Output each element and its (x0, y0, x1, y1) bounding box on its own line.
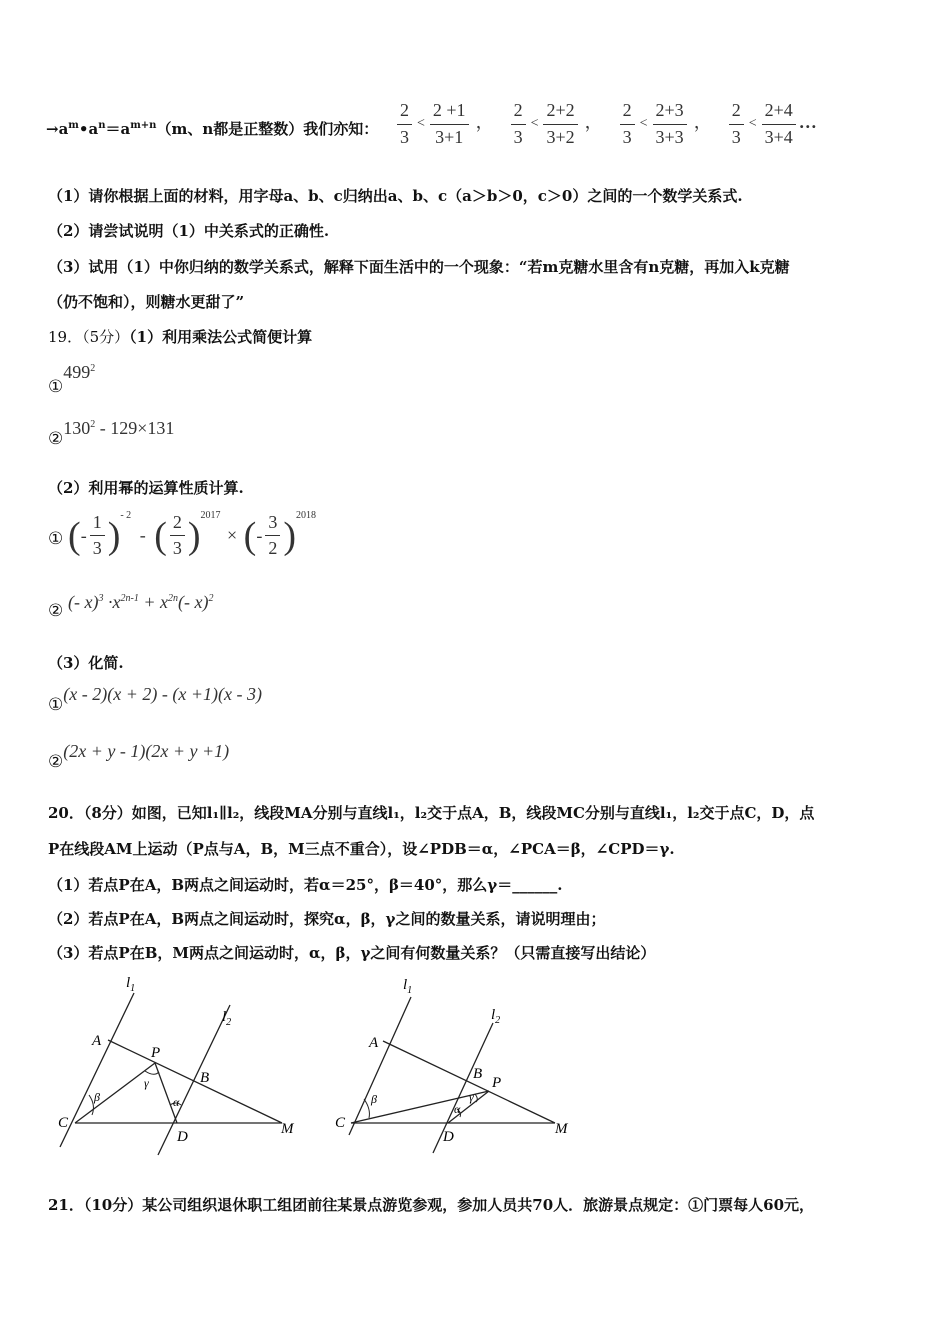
numerator: 2 (729, 100, 744, 125)
times: × (227, 525, 238, 546)
circled-number: ① (48, 695, 64, 715)
ellipsis: … (798, 112, 817, 133)
expr-simplify-2: (2x + y - 1)(2x + y +1) (63, 741, 230, 761)
minus: - (139, 525, 146, 546)
fraction-inequality (394, 100, 508, 147)
fraction-inequality (508, 100, 617, 147)
text: ＝a (105, 120, 131, 138)
label-P: P (151, 1045, 161, 1061)
label-C: C (58, 1115, 69, 1131)
label-beta: β (371, 1092, 377, 1106)
intro-line (46, 118, 378, 139)
q18-part3-line1: （3）试用（1）中你归纳的数学关系式，解释下面生活中的一个现象：“若m克糖水里含有n克糖，再加入k克糖 (48, 258, 790, 276)
question-title: （1）利用乘法公式简便计算 (129, 328, 313, 346)
right-fraction (653, 100, 687, 148)
text: →a (46, 120, 69, 138)
left-fraction (397, 100, 412, 148)
angle-beta-arc (364, 1099, 369, 1118)
expr-power-fractions (68, 510, 316, 559)
numerator: 2+4 (762, 100, 796, 125)
label-l1: $l_1$ (126, 975, 136, 994)
base: 130 (63, 418, 91, 438)
exponent: 2 (90, 363, 96, 374)
less-than-sign: < (748, 116, 757, 132)
numerator: 2+2 (543, 100, 577, 125)
exponent: 2 (208, 593, 214, 604)
text: （m、n都是正整数）我们亦知： (156, 120, 379, 138)
base: 499 (63, 362, 91, 382)
expr-powers-x (68, 592, 213, 612)
expr-simplify-1: (x - 2)(x + 2) - (x +1)(x - 3) (63, 684, 262, 704)
left-fraction (729, 100, 744, 148)
label-P: P (492, 1075, 502, 1091)
label-alpha: α (454, 1102, 461, 1116)
fraction-inequalities (394, 100, 817, 148)
left-fraction (511, 100, 526, 148)
denominator: 3+1 (435, 126, 464, 147)
circled-number: ② (48, 429, 64, 449)
comma: ， (584, 112, 603, 133)
less-than-sign: < (639, 116, 648, 132)
q19-part3-item2 (48, 741, 229, 772)
paren: ( (154, 514, 167, 557)
den: 3 (92, 538, 102, 559)
q19-item2 (48, 418, 174, 449)
minus: - (256, 525, 263, 546)
paren: ( (68, 514, 81, 557)
fraction (90, 512, 105, 560)
paren: ) (283, 514, 296, 557)
q21-line1: 21．（10分）某公司组织退休职工组团前往某景点游览参观，参加人员共70人．旅游景点规定：①门票每人60元， (48, 1196, 815, 1214)
fraction-inequality (617, 100, 726, 147)
line-l1 (349, 997, 411, 1135)
num: 1 (90, 512, 105, 537)
q19-item1 (48, 362, 95, 397)
minus: - (80, 525, 87, 546)
exponent: - 2 (120, 510, 132, 521)
q20-sub2: （2）若点P在A，B两点之间运动时，探究α，β，γ之间的数量关系，请说明理由； (48, 910, 606, 928)
rest: - 129×131 (95, 418, 175, 438)
fraction (170, 512, 185, 560)
label-A: A (369, 1035, 379, 1051)
q19-part2-title: （2）利用幂的运算性质计算. (48, 479, 244, 497)
exponent: 2 (90, 419, 96, 430)
q20-line1: 20．（8分）如图，已知l₁∥l₂，线段MA分别与直线l₁，l₂交于点A，B，线段MC分别与直线l₁，l₂交于点C，D，点 (48, 804, 815, 822)
q20-line2: P在线段AM上运动（P点与A，B，M三点不重合），设∠PDB＝α，∠PCA＝β，∠CPD＝γ. (48, 840, 675, 858)
figure-2 (333, 975, 583, 1160)
angle-gamma-arc (145, 1071, 159, 1074)
exponent: 3 (98, 593, 104, 604)
label-D: D (177, 1129, 188, 1145)
right-fraction (543, 100, 577, 148)
q18-part2: （2）请尝试说明（1）中关系式的正确性. (48, 222, 330, 240)
term: ·x (103, 592, 121, 612)
denominator: 3+4 (764, 126, 793, 147)
comma: ， (475, 112, 494, 133)
q20-sub3: （3）若点P在B，M两点之间运动时，α，β，γ之间有何数量关系？（只需直接写出结论） (48, 944, 656, 962)
q19-part3-item1 (48, 684, 262, 715)
label-B: B (200, 1070, 210, 1086)
label-A: A (92, 1033, 102, 1049)
segment-CP (75, 1063, 155, 1123)
label-alpha: α (173, 1095, 180, 1109)
circled-number: ② (48, 601, 64, 621)
term: (- x) (178, 592, 209, 612)
question-number: 19．（5分） (48, 328, 130, 346)
less-than-sign: < (417, 116, 425, 132)
term: + x (138, 592, 168, 612)
numerator: 2 (511, 100, 526, 125)
denominator: 3+3 (655, 126, 684, 147)
label-l2: $l_2$ (491, 1007, 501, 1026)
label-M: M (281, 1121, 294, 1137)
paren: ) (107, 514, 121, 557)
expr-130-squared (63, 418, 174, 438)
label-gamma: γ (469, 1090, 474, 1104)
label-beta: β (94, 1090, 100, 1104)
q20-sub1: （1）若点P在A，B两点之间运动时，若α＝25°，β＝40°，那么γ＝______. (48, 876, 563, 894)
paren: ( (243, 514, 257, 557)
sup: n (98, 120, 106, 131)
right-fraction (762, 100, 796, 148)
segment-AM (108, 1040, 282, 1123)
label-D: D (443, 1129, 454, 1145)
numerator: 2+3 (653, 100, 687, 125)
label-gamma: γ (144, 1076, 149, 1090)
q19-header (48, 326, 312, 347)
fraction-list (394, 100, 817, 147)
denominator: 3 (400, 126, 409, 147)
label-M: M (555, 1121, 568, 1137)
label-l1: $l_1$ (403, 977, 413, 996)
fraction-inequality (726, 100, 817, 147)
line-l2 (433, 1023, 493, 1153)
den: 3 (172, 538, 182, 559)
circled-number: ① (48, 377, 64, 397)
num: 3 (265, 512, 280, 537)
exponent: 2n (168, 593, 178, 604)
segment-AM (383, 1041, 555, 1123)
paren: ) (187, 514, 201, 557)
numerator: 2 (620, 100, 635, 125)
expr-499-squared (63, 362, 95, 382)
less-than-sign: < (530, 116, 539, 132)
q18-part3-line2: （仍不饱和），则糖水更甜了” (48, 293, 245, 311)
line-l2 (158, 1005, 230, 1155)
circled-number: ① (48, 529, 64, 549)
exponent: 2018 (295, 510, 316, 521)
left-fraction (620, 100, 635, 148)
sup: m (68, 120, 79, 131)
numerator: 2 +1 (430, 100, 469, 125)
numerator: 2 (397, 100, 412, 125)
right-fraction (430, 100, 469, 148)
line-l1 (60, 993, 134, 1147)
denominator: 3 (731, 126, 741, 147)
figure-1 (50, 975, 310, 1160)
comma: ， (693, 112, 712, 133)
den: 2 (268, 538, 278, 559)
circled-number: ② (48, 752, 64, 772)
q19-part2-item1 (48, 510, 316, 560)
num: 2 (170, 512, 185, 537)
fraction (265, 512, 280, 560)
term: (- x) (68, 592, 99, 612)
exponent: 2n-1 (120, 593, 139, 604)
label-l2: $l_2$ (222, 1009, 232, 1028)
denominator: 3 (513, 126, 523, 147)
denominator: 3 (622, 126, 632, 147)
label-C: C (335, 1115, 346, 1131)
q18-part1: （1）请你根据上面的材料，用字母a、b、c归纳出a、b、c（a＞b＞0，c＞0）之间的一个数学关系式. (48, 187, 743, 205)
exponent: 2017 (200, 510, 221, 521)
q19-part2-item2 (48, 592, 213, 621)
text: •a (78, 120, 99, 138)
denominator: 3+2 (546, 126, 575, 147)
label-B: B (473, 1066, 483, 1082)
sup: m+n (130, 120, 157, 131)
q19-part3-title: （3）化简. (48, 654, 124, 672)
